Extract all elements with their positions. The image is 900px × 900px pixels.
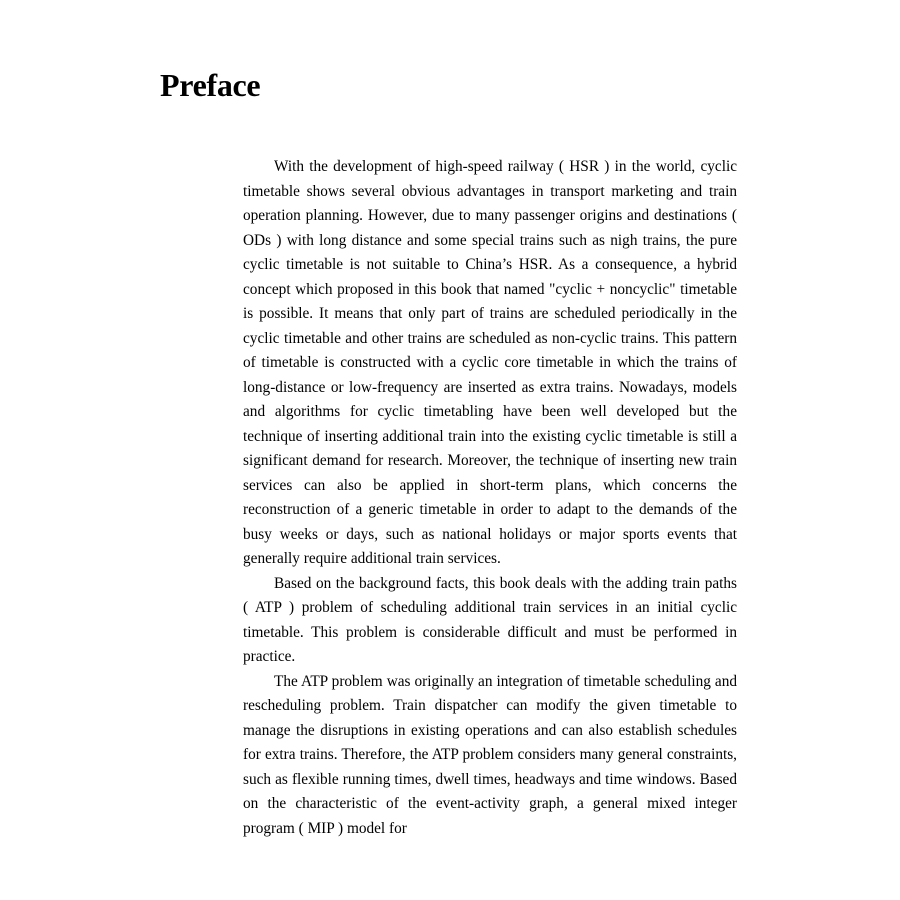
- page-title: Preface: [160, 67, 261, 103]
- paragraph-1: With the development of high-speed railway ( HSR ) in the world, cyclic timetable shows several obvious advantages in transport marketing and train operation planning. However, due to many passenger origins and destinations ( ODs ) with long distance and some special trains such as nigh trains, the pure cyclic timetable is not suitable to China’s HSR. As a consequence, a hybrid concept which proposed in this book that named "cyclic + noncyclic" timetable is possible. It means that only part of trains are scheduled periodically in the cyclic timetable and other trains are scheduled as non-cyclic trains. This pattern of timetable is constructed with a cyclic core timetable in which the trains of long-distance or low-frequency are inserted as extra trains. Nowadays, models and algorithms for cyclic timetabling have been well developed but the technique of inserting additional train into the existing cyclic timetable is still a significant demand for research. Moreover, the technique of inserting new train services can also be applied in short-term plans, which concerns the reconstruction of a generic timetable in order to adapt to the demands of the busy weeks or days, such as national holidays or major sports events that generally require additional train services.: [243, 158, 737, 567]
- paragraph-3: The ATP problem was originally an integration of timetable scheduling and rescheduling problem. Train dispatcher can modify the given timetable to manage the disruptions in existing operations and can also establish schedules for extra trains. Therefore, the ATP problem considers many general constraints, such as flexible running times, dwell times, headways and time windows. Based on the characteristic of the event-activity graph, a general mixed integer program ( MIP ) model for: [243, 672, 737, 837]
- preface-body: [243, 155, 737, 841]
- paragraph-2: Based on the background facts, this book deals with the adding train paths ( ATP ) problem of scheduling additional train services in an initial cyclic timetable. This problem is considerable difficult and must be performed in practice.: [243, 574, 737, 665]
